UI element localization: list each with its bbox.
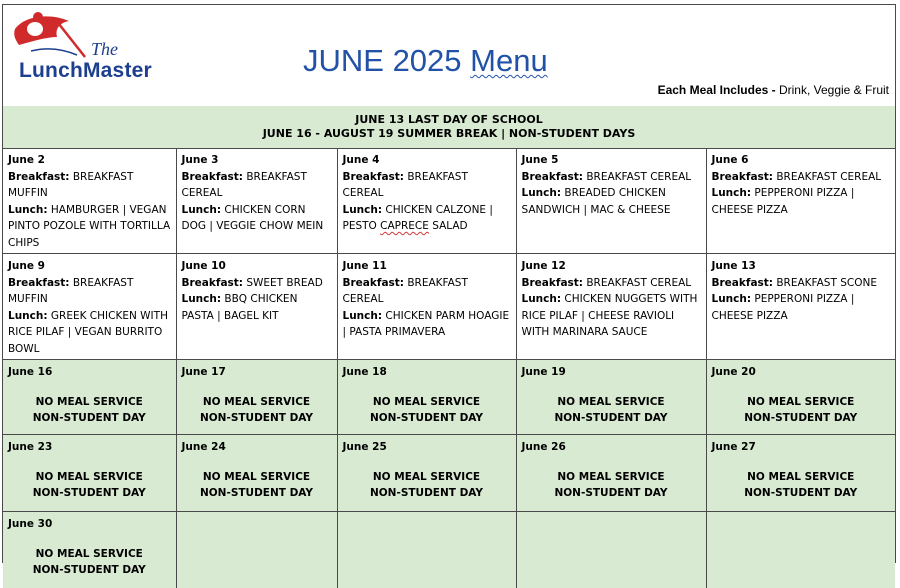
day-cell: [3, 254, 176, 360]
lunch-label: Lunch:: [181, 203, 222, 216]
lunch-label: Lunch:: [521, 187, 562, 199]
menu-calendar: [2, 4, 896, 576]
day-cell: [516, 360, 706, 435]
lunch-item: CHICKEN NUGGETS WITH RICE PILAF | CHEESE RAVIOLI WITH MARINARA SAUCE: [521, 293, 698, 338]
non-student-text: NON-STUDENT DAY: [32, 564, 146, 576]
day-cell: [176, 148, 337, 254]
no-meal-text: NO MEAL SERVICE: [202, 470, 311, 483]
day-cell: [3, 360, 176, 435]
non-student-text: NON-STUDENT DAY: [32, 487, 146, 499]
menu-grid: [3, 148, 895, 588]
school-dates-banner: [3, 106, 895, 149]
empty-cell: [706, 512, 895, 588]
non-student-text: NON-STUDENT DAY: [199, 412, 314, 424]
lunchmaster-logo: [11, 11, 186, 83]
day-date: June 30: [8, 518, 53, 530]
breakfast-label: Breakfast:: [711, 170, 773, 183]
lunch-label: Lunch:: [521, 293, 562, 305]
breakfast-item: BREAKFAST CEREAL: [583, 276, 692, 289]
title-menu-word: Menu: [470, 43, 548, 78]
day-cell: [176, 254, 337, 360]
no-meal-text: NO MEAL SERVICE: [557, 470, 665, 483]
lunch-item: CHICKEN CORN DOG | VEGGIE CHOW MEIN: [181, 203, 324, 232]
no-meal-text: NO MEAL SERVICE: [35, 395, 143, 408]
day-date: June 24: [181, 441, 226, 453]
logo-name-text: LunchMaster: [19, 59, 152, 82]
day-date: June 3: [181, 154, 219, 166]
breakfast-label: Breakfast:: [181, 276, 243, 289]
breakfast-item: BREAKFAST CEREAL: [181, 170, 307, 199]
non-student-text: NON-STUDENT DAY: [554, 487, 668, 499]
week-row-1: [3, 148, 895, 254]
lunch-item: PEPPERONI PIZZA | CHEESE PIZZA: [711, 187, 855, 216]
day-date: June 19: [521, 366, 566, 378]
day-cell: [176, 360, 337, 435]
breakfast-item: BREAKFAST MUFFIN: [8, 170, 134, 199]
day-cell: [337, 360, 516, 435]
day-date: June 23: [8, 441, 53, 453]
breakfast-label: Breakfast:: [8, 276, 70, 289]
lunch-label: Lunch:: [342, 309, 383, 322]
day-date: June 6: [711, 154, 749, 166]
breakfast-label: Breakfast:: [181, 170, 243, 183]
page-title: [303, 43, 548, 79]
non-student-text: NON-STUDENT DAY: [369, 487, 484, 499]
day-date: June 4: [342, 154, 380, 166]
lunch-item: GREEK CHICKEN WITH RICE PILAF | VEGAN BURRITO BOWL: [8, 309, 168, 355]
day-date: June 9: [8, 260, 45, 272]
breakfast-item: BREAKFAST CEREAL: [773, 170, 882, 183]
lunch-item-misspelled: CAPRECE: [380, 220, 429, 232]
day-date: June 13: [711, 260, 756, 272]
empty-cell: [516, 512, 706, 588]
no-meal-text: NO MEAL SERVICE: [202, 395, 311, 408]
breakfast-item: BREAKFAST CEREAL: [583, 170, 692, 183]
non-student-text: NON-STUDENT DAY: [32, 412, 146, 424]
day-date: June 16: [8, 366, 53, 378]
day-cell: [706, 360, 895, 435]
lunch-label: Lunch:: [181, 293, 222, 305]
no-meal-text: NO MEAL SERVICE: [747, 395, 855, 408]
day-cell: [706, 254, 895, 360]
non-student-text: NON-STUDENT DAY: [744, 487, 858, 499]
day-cell: [706, 435, 895, 512]
day-date: June 20: [711, 366, 756, 378]
day-date: June 25: [342, 441, 387, 453]
day-cell: [516, 435, 706, 512]
breakfast-item: BREAKFAST SCONE: [773, 276, 877, 289]
day-date: June 2: [8, 154, 45, 166]
week-row-2: [3, 254, 895, 360]
lunch-item-end: SALAD: [428, 220, 468, 232]
lunch-label: Lunch:: [711, 187, 752, 199]
breakfast-label: Breakfast:: [8, 170, 70, 183]
lunch-label: Lunch:: [8, 309, 48, 322]
day-date: June 27: [711, 441, 756, 453]
chef-logo-icon: [11, 11, 91, 61]
includes-value: Drink, Veggie & Fruit: [778, 83, 889, 97]
lunch-item: HAMBURGER | VEGAN PINTO POZOLE WITH TORTILLA CHIPS: [8, 203, 171, 249]
day-date: June 10: [181, 260, 226, 272]
day-cell: [3, 435, 176, 512]
lunch-item: CHICKEN CALZONE | PESTO: [342, 203, 493, 232]
week-row-5: [3, 512, 895, 588]
title-prefix: JUNE 2025: [303, 43, 471, 78]
no-meal-text: NO MEAL SERVICE: [35, 470, 143, 483]
lunch-label: Lunch:: [8, 203, 48, 216]
breakfast-item: BREAKFAST MUFFIN: [8, 276, 134, 305]
logo-the-text: The: [91, 39, 118, 59]
day-date: June 17: [181, 366, 226, 378]
day-date: June 11: [342, 260, 387, 272]
day-cell: [3, 148, 176, 254]
breakfast-label: Breakfast:: [521, 170, 583, 183]
breakfast-label: Breakfast:: [342, 170, 404, 183]
empty-cell: [337, 512, 516, 588]
breakfast-label: Breakfast:: [342, 276, 404, 289]
banner-line-1: JUNE 13 LAST DAY OF SCHOOL: [355, 113, 543, 126]
no-meal-text: NO MEAL SERVICE: [35, 547, 143, 560]
breakfast-label: Breakfast:: [711, 276, 773, 289]
empty-cell: [176, 512, 337, 588]
no-meal-text: NO MEAL SERVICE: [747, 470, 855, 483]
week-row-4: [3, 435, 895, 512]
non-student-text: NON-STUDENT DAY: [369, 412, 484, 424]
breakfast-item: BREAKFAST CEREAL: [342, 170, 468, 199]
day-date: June 12: [521, 260, 566, 272]
day-cell: [706, 148, 895, 254]
day-cell: [337, 254, 516, 360]
day-cell: [337, 148, 516, 254]
non-student-text: NON-STUDENT DAY: [199, 487, 314, 499]
week-row-3: [3, 360, 895, 435]
breakfast-item: BREAKFAST CEREAL: [342, 276, 468, 305]
day-cell: [3, 512, 176, 588]
day-cell: [516, 148, 706, 254]
lunch-label: Lunch:: [711, 293, 752, 305]
no-meal-text: NO MEAL SERVICE: [372, 470, 481, 483]
non-student-text: NON-STUDENT DAY: [554, 412, 668, 424]
header: [3, 5, 895, 107]
no-meal-text: NO MEAL SERVICE: [372, 395, 481, 408]
banner-line-2: JUNE 16 - AUGUST 19 SUMMER BREAK | NON-STUDENT DAYS: [262, 127, 636, 140]
non-student-text: NON-STUDENT DAY: [744, 412, 858, 424]
lunch-item: CHICKEN PARM HOAGIE | PASTA PRIMAVERA: [342, 309, 510, 338]
day-cell: [516, 254, 706, 360]
breakfast-label: Breakfast:: [521, 276, 583, 289]
meal-includes-note: [658, 83, 889, 97]
lunch-item: BREADED CHICKEN SANDWICH | MAC & CHEESE: [521, 187, 671, 216]
breakfast-item: SWEET BREAD: [243, 276, 323, 289]
day-cell: [176, 435, 337, 512]
no-meal-text: NO MEAL SERVICE: [557, 395, 665, 408]
lunch-item: BBQ CHICKEN PASTA | BAGEL KIT: [181, 293, 298, 322]
includes-label: Each Meal Includes -: [657, 83, 779, 97]
day-date: June 18: [342, 366, 387, 378]
lunch-label: Lunch:: [342, 203, 383, 216]
day-date: June 5: [521, 154, 559, 166]
day-cell: [337, 435, 516, 512]
lunch-item: PEPPERONI PIZZA | CHEESE PIZZA: [711, 293, 855, 322]
day-date: June 26: [521, 441, 566, 453]
